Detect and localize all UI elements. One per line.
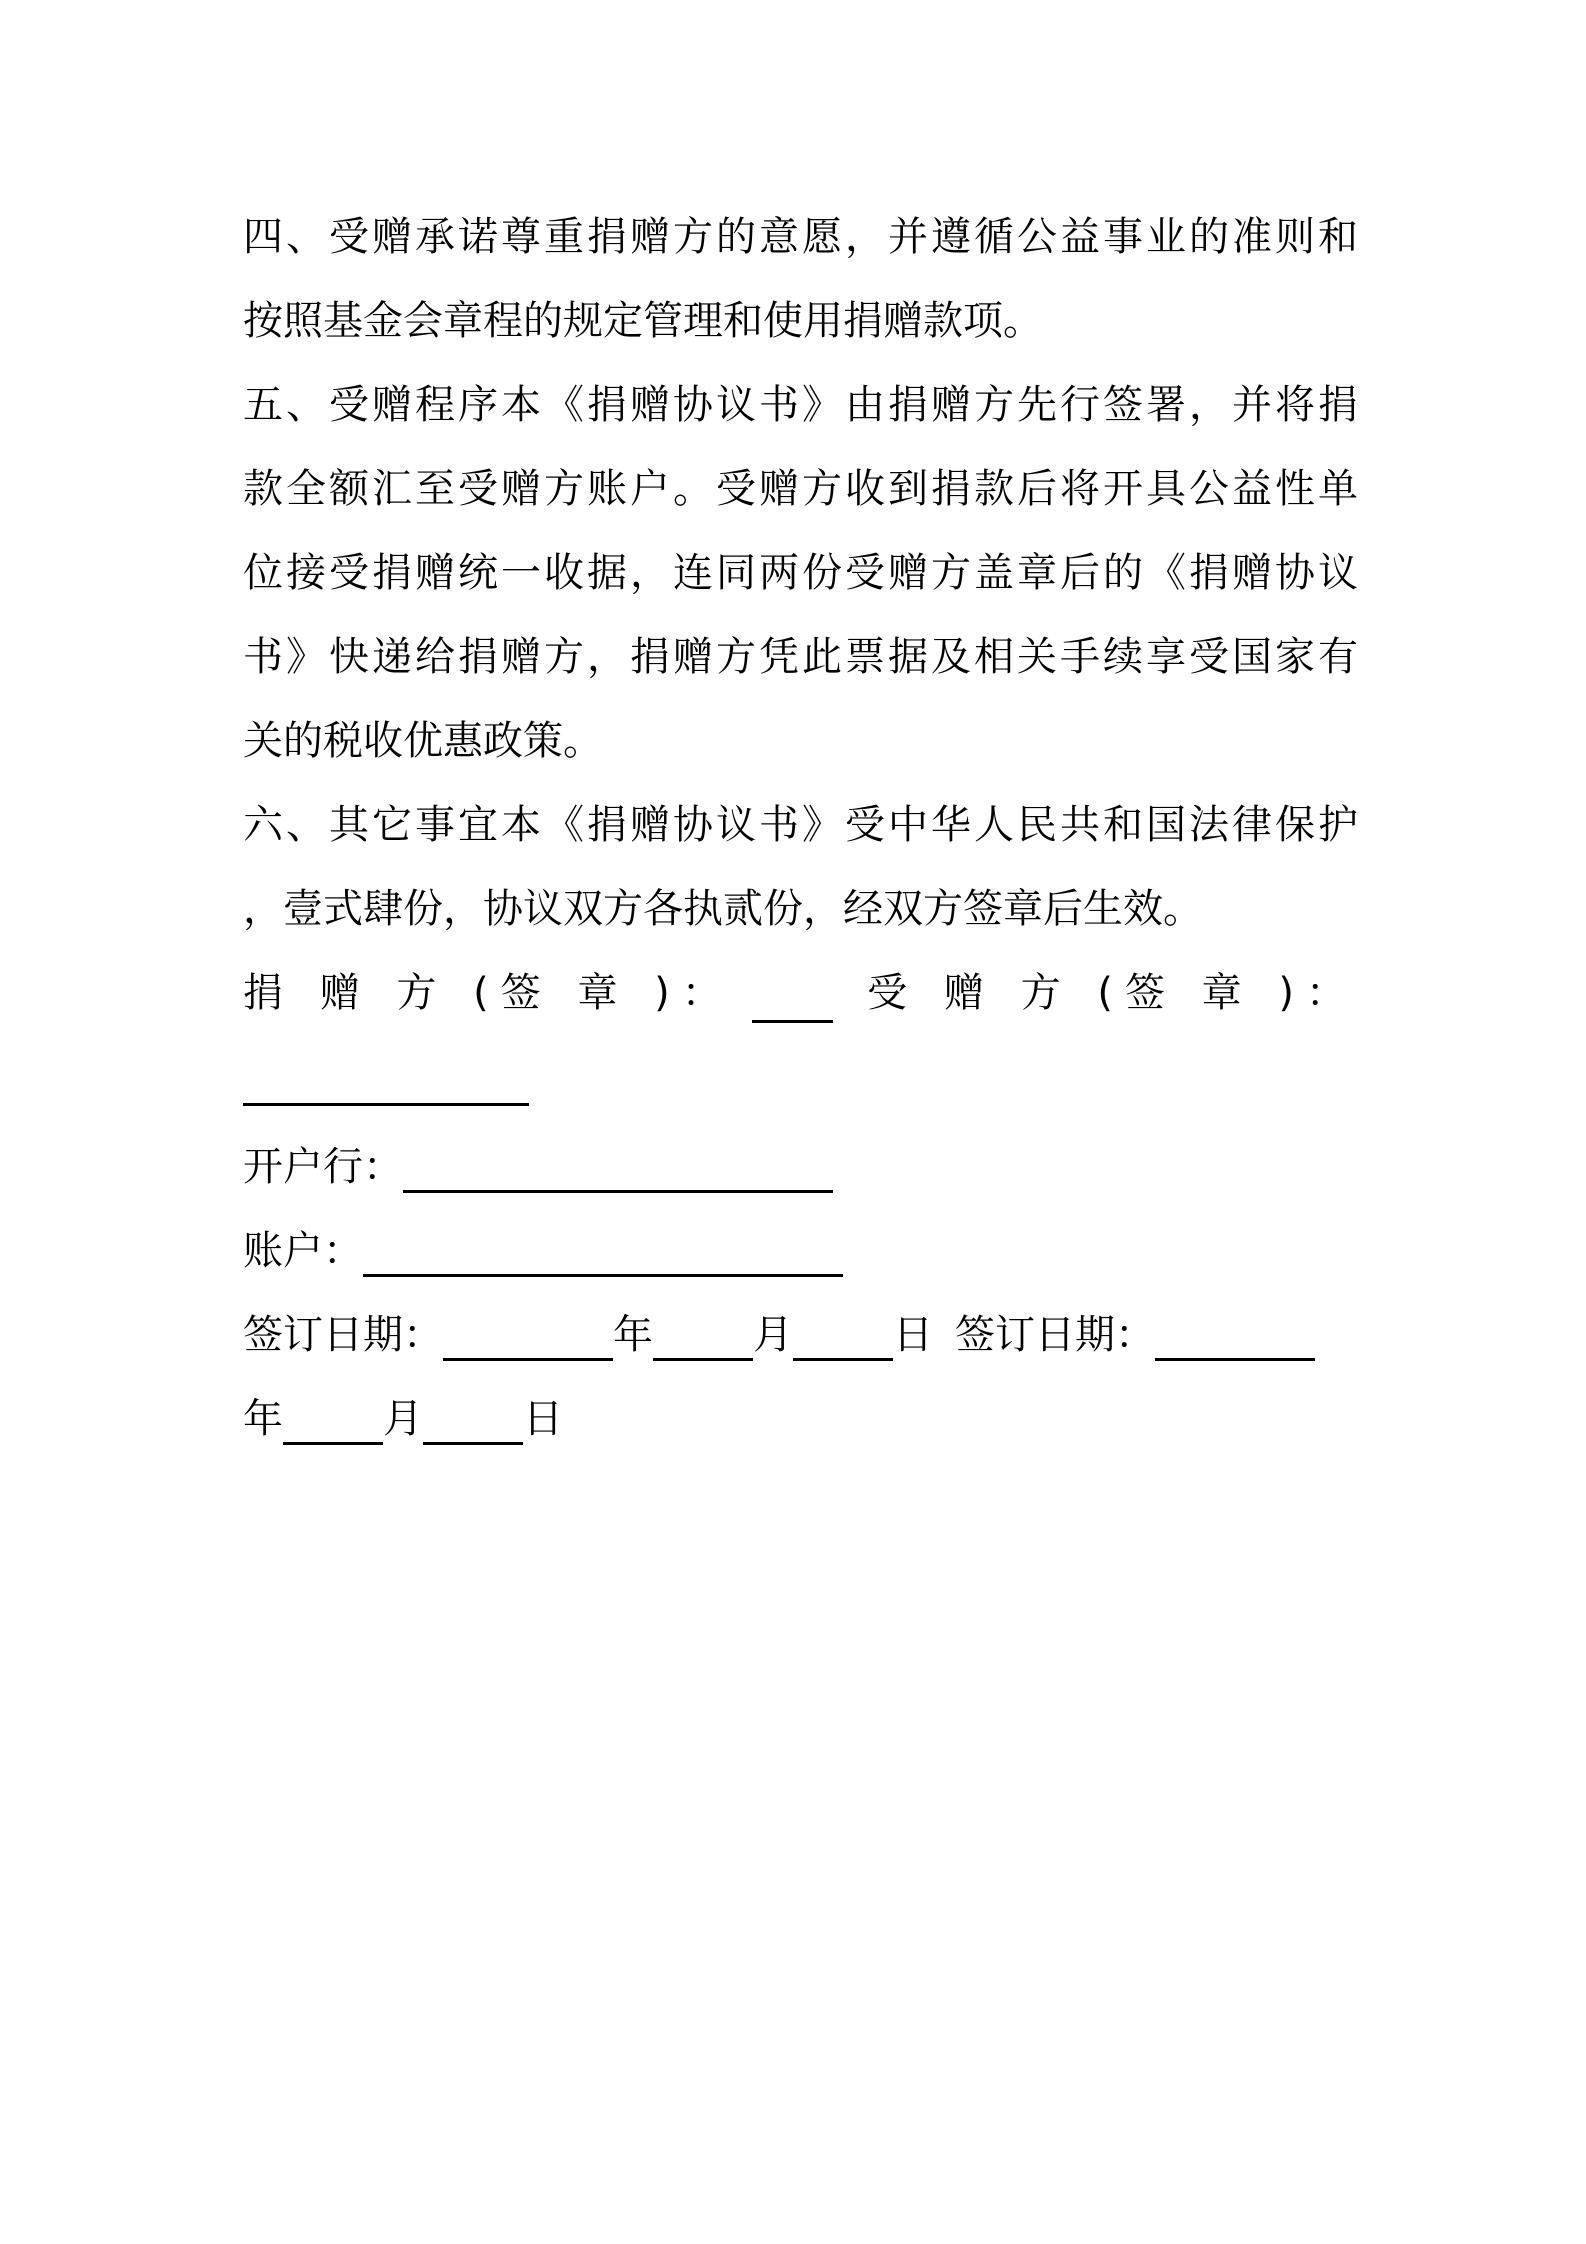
month-blank-1[interactable] [653, 1310, 753, 1361]
recipient-signature-blank[interactable] [243, 1055, 529, 1106]
paragraph-5-line-5: 关的税收优惠政策。 [243, 718, 603, 764]
recipient-signature-label: 受 赠 方 (签 章 )： [867, 970, 1358, 1016]
year-blank-2-start[interactable] [1155, 1310, 1315, 1361]
year-blank-1[interactable] [443, 1310, 613, 1361]
sign-date-label-2: 签订日期： [955, 1311, 1155, 1358]
donor-signature-blank[interactable] [752, 972, 833, 1023]
paragraph-6-line-2: ，壹式肆份，协议双方各执贰份，经双方签章后生效。 [243, 886, 1203, 932]
sign-date-row [243, 1289, 1358, 1373]
month-label-2: 月 [383, 1395, 423, 1442]
month-label-1: 月 [753, 1311, 793, 1358]
document-page [243, 195, 1358, 1457]
paragraph-5-line-4: 书》快递给捐赠方，捐赠方凭此票据及相关手续享受国家有 [243, 634, 1358, 680]
day-blank-2[interactable] [423, 1394, 523, 1445]
paragraph-4-line-1: 四、受赠承诺尊重捐赠方的意愿，并遵循公益事业的准则和 [243, 214, 1358, 260]
sign-date-label-1: 签订日期： [243, 1311, 443, 1358]
bank-row [243, 1121, 1358, 1205]
bank-label: 开户行： [243, 1143, 403, 1190]
bank-blank[interactable] [403, 1142, 833, 1193]
paragraph-4-line-2: 按照基金会章程的规定管理和使用捐赠款项。 [243, 298, 1043, 344]
paragraph-5-line-3: 位接受捐赠统一收据，连同两份受赠方盖章后的《捐赠协议 [243, 550, 1358, 596]
day-blank-1[interactable] [793, 1310, 893, 1361]
sign-date-row-2 [243, 1373, 1358, 1457]
year-label-2: 年 [243, 1395, 283, 1442]
donor-signature-label: 捐 赠 方 (签 章 )： [243, 970, 734, 1016]
signature-row [243, 951, 1358, 1035]
account-row [243, 1205, 1358, 1289]
paragraph-6-line-1: 六、其它事宜本《捐赠协议书》受中华人民共和国法律保护 [243, 802, 1358, 848]
recipient-signature-blank-row [243, 1035, 1358, 1121]
paragraph-5-line-2: 款全额汇至受赠方账户。受赠方收到捐款后将开具公益性单 [243, 466, 1358, 512]
day-label-1: 日 [893, 1311, 933, 1358]
account-blank[interactable] [363, 1226, 843, 1277]
year-label-1: 年 [613, 1311, 653, 1358]
paragraph-5-line-1: 五、受赠程序本《捐赠协议书》由捐赠方先行签署，并将捐 [243, 382, 1358, 428]
month-blank-2[interactable] [283, 1394, 383, 1445]
account-label: 账户： [243, 1227, 363, 1274]
day-label-2: 日 [523, 1395, 563, 1442]
